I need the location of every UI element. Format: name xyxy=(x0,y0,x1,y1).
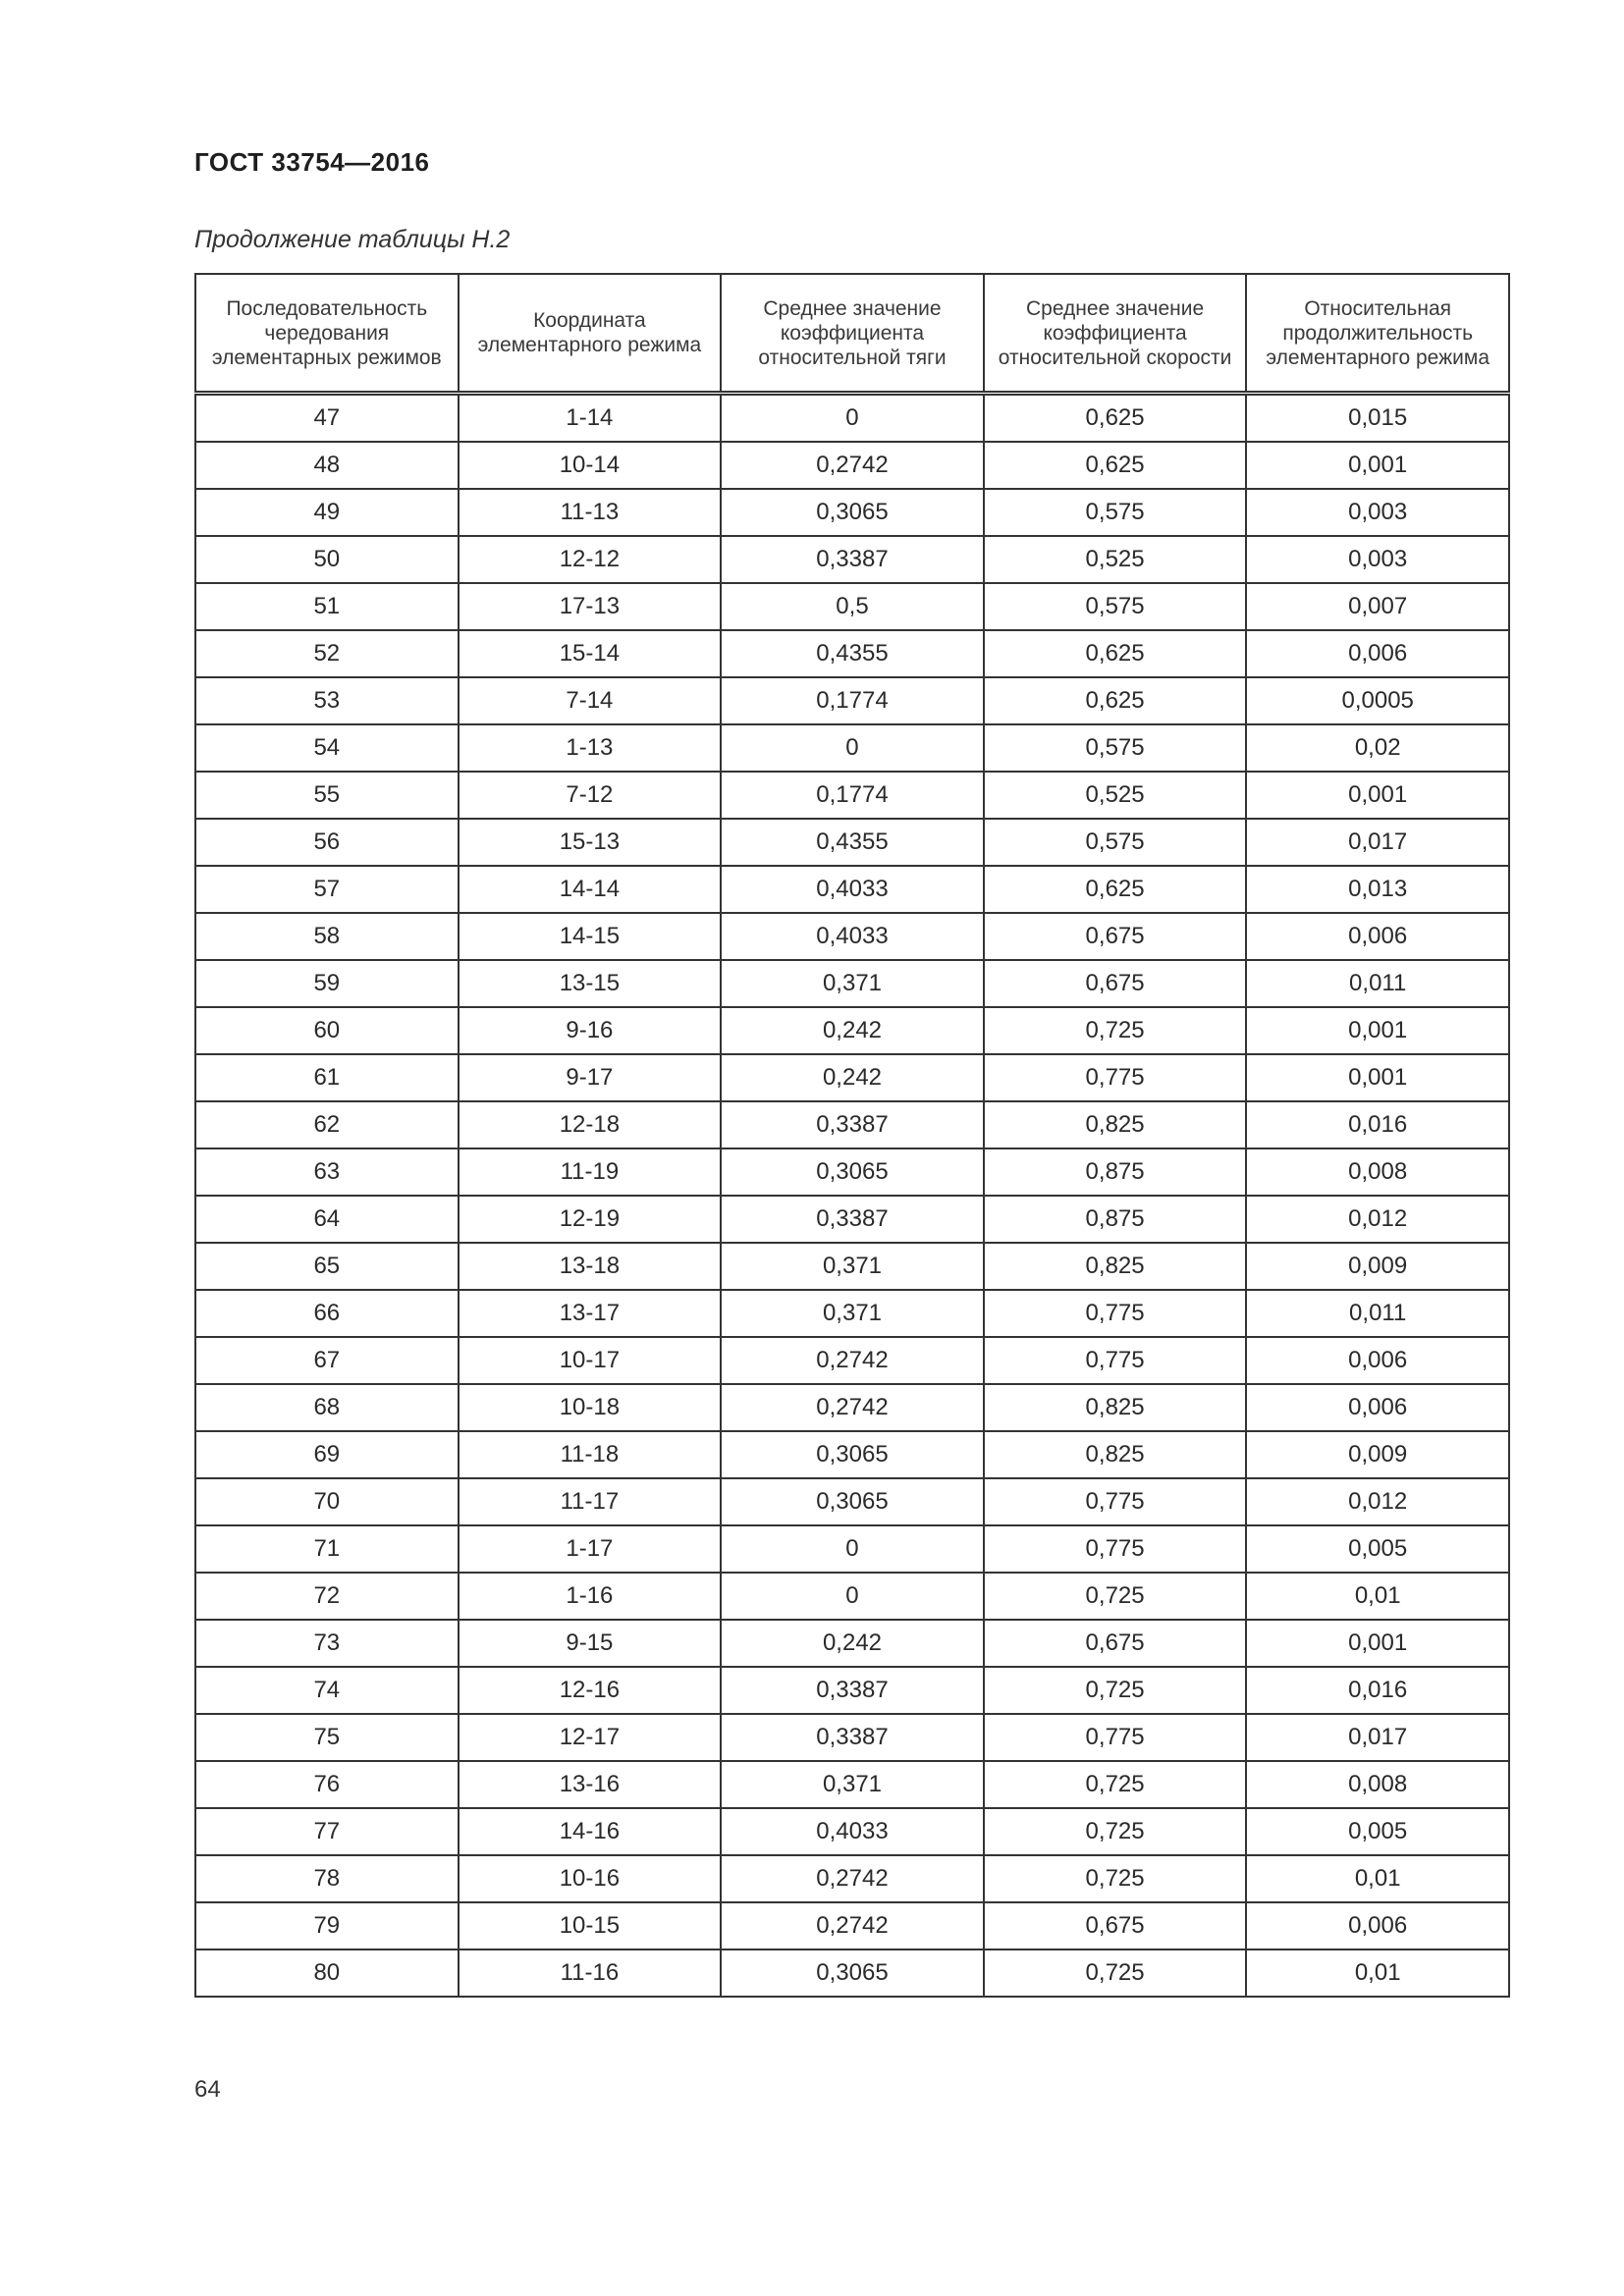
table-row xyxy=(195,536,1509,583)
table-row xyxy=(195,1196,1509,1243)
cell-thrust: 0,3387 xyxy=(721,1714,984,1761)
cell-duration: 0,012 xyxy=(1246,1196,1509,1243)
cell-thrust: 0,2742 xyxy=(721,1855,984,1902)
cell-thrust: 0,2742 xyxy=(721,1902,984,1949)
table-caption: Продолжение таблицы Н.2 xyxy=(194,226,511,253)
cell-speed: 0,775 xyxy=(984,1525,1247,1573)
cell-duration: 0,008 xyxy=(1246,1761,1509,1808)
cell-sequence: 73 xyxy=(195,1620,459,1667)
cell-thrust: 0,371 xyxy=(721,1290,984,1337)
cell-sequence: 80 xyxy=(195,1949,459,1997)
table-row xyxy=(195,1808,1509,1855)
table-row xyxy=(195,960,1509,1007)
cell-duration: 0,006 xyxy=(1246,913,1509,960)
cell-sequence: 49 xyxy=(195,489,459,536)
cell-speed: 0,825 xyxy=(984,1243,1247,1290)
cell-sequence: 61 xyxy=(195,1054,459,1101)
cell-duration: 0,016 xyxy=(1246,1667,1509,1714)
cell-coordinate: 12-17 xyxy=(459,1714,722,1761)
cell-coordinate: 13-15 xyxy=(459,960,722,1007)
cell-sequence: 76 xyxy=(195,1761,459,1808)
cell-duration: 0,006 xyxy=(1246,1902,1509,1949)
cell-thrust: 0,4355 xyxy=(721,630,984,677)
cell-sequence: 75 xyxy=(195,1714,459,1761)
cell-coordinate: 1-13 xyxy=(459,724,722,772)
cell-coordinate: 10-16 xyxy=(459,1855,722,1902)
cell-duration: 0,017 xyxy=(1246,1714,1509,1761)
cell-coordinate: 10-14 xyxy=(459,442,722,489)
table-head xyxy=(195,274,1509,394)
cell-speed: 0,775 xyxy=(984,1478,1247,1525)
cell-coordinate: 1-16 xyxy=(459,1573,722,1620)
cell-coordinate: 9-17 xyxy=(459,1054,722,1101)
cell-coordinate: 7-12 xyxy=(459,772,722,819)
table-row xyxy=(195,1101,1509,1148)
cell-coordinate: 12-19 xyxy=(459,1196,722,1243)
data-table xyxy=(194,273,1510,1998)
table-row xyxy=(195,724,1509,772)
cell-speed: 0,675 xyxy=(984,960,1247,1007)
cell-duration: 0,008 xyxy=(1246,1148,1509,1196)
table-row xyxy=(195,1902,1509,1949)
cell-coordinate: 11-18 xyxy=(459,1431,722,1478)
table-row xyxy=(195,677,1509,724)
table-row xyxy=(195,583,1509,630)
table-row xyxy=(195,1384,1509,1431)
cell-speed: 0,725 xyxy=(984,1808,1247,1855)
cell-duration: 0,007 xyxy=(1246,583,1509,630)
cell-thrust: 0,242 xyxy=(721,1007,984,1054)
cell-thrust: 0 xyxy=(721,394,984,443)
cell-thrust: 0,2742 xyxy=(721,1384,984,1431)
cell-thrust: 0,2742 xyxy=(721,442,984,489)
cell-thrust: 0,371 xyxy=(721,1243,984,1290)
cell-sequence: 50 xyxy=(195,536,459,583)
cell-sequence: 57 xyxy=(195,866,459,913)
cell-thrust: 0,371 xyxy=(721,1761,984,1808)
cell-speed: 0,725 xyxy=(984,1949,1247,1997)
cell-sequence: 70 xyxy=(195,1478,459,1525)
cell-speed: 0,625 xyxy=(984,394,1247,443)
cell-coordinate: 1-17 xyxy=(459,1525,722,1573)
table-row xyxy=(195,1855,1509,1902)
table-row xyxy=(195,819,1509,866)
cell-speed: 0,675 xyxy=(984,1902,1247,1949)
cell-speed: 0,725 xyxy=(984,1007,1247,1054)
cell-coordinate: 10-17 xyxy=(459,1337,722,1384)
table-row xyxy=(195,1243,1509,1290)
cell-duration: 0,001 xyxy=(1246,442,1509,489)
cell-coordinate: 9-15 xyxy=(459,1620,722,1667)
cell-duration: 0,001 xyxy=(1246,1007,1509,1054)
table-row xyxy=(195,1337,1509,1384)
cell-speed: 0,625 xyxy=(984,866,1247,913)
cell-thrust: 0,3065 xyxy=(721,1478,984,1525)
cell-duration: 0,009 xyxy=(1246,1243,1509,1290)
cell-coordinate: 13-18 xyxy=(459,1243,722,1290)
cell-coordinate: 12-16 xyxy=(459,1667,722,1714)
cell-coordinate: 9-16 xyxy=(459,1007,722,1054)
cell-coordinate: 14-16 xyxy=(459,1808,722,1855)
cell-coordinate: 17-13 xyxy=(459,583,722,630)
cell-speed: 0,775 xyxy=(984,1337,1247,1384)
cell-thrust: 0,3065 xyxy=(721,1148,984,1196)
table-row xyxy=(195,1007,1509,1054)
cell-speed: 0,725 xyxy=(984,1573,1247,1620)
cell-sequence: 65 xyxy=(195,1243,459,1290)
table-row xyxy=(195,866,1509,913)
cell-duration: 0,005 xyxy=(1246,1525,1509,1573)
cell-speed: 0,625 xyxy=(984,442,1247,489)
cell-sequence: 53 xyxy=(195,677,459,724)
table-row xyxy=(195,1573,1509,1620)
cell-duration: 0,0005 xyxy=(1246,677,1509,724)
page-number: 64 xyxy=(194,2076,221,2103)
cell-sequence: 78 xyxy=(195,1855,459,1902)
cell-duration: 0,001 xyxy=(1246,772,1509,819)
table-row xyxy=(195,1667,1509,1714)
cell-thrust: 0,4355 xyxy=(721,819,984,866)
cell-speed: 0,625 xyxy=(984,677,1247,724)
cell-thrust: 0,242 xyxy=(721,1620,984,1667)
cell-duration: 0,005 xyxy=(1246,1808,1509,1855)
cell-thrust: 0,2742 xyxy=(721,1337,984,1384)
cell-speed: 0,575 xyxy=(984,724,1247,772)
cell-speed: 0,825 xyxy=(984,1431,1247,1478)
column-header-duration: Относительная продолжительность элементарного режима xyxy=(1246,274,1509,394)
cell-duration: 0,006 xyxy=(1246,630,1509,677)
cell-sequence: 51 xyxy=(195,583,459,630)
cell-duration: 0,011 xyxy=(1246,1290,1509,1337)
cell-thrust: 0,1774 xyxy=(721,772,984,819)
cell-sequence: 52 xyxy=(195,630,459,677)
table-row xyxy=(195,394,1509,443)
table-body xyxy=(195,394,1509,1998)
cell-duration: 0,017 xyxy=(1246,819,1509,866)
table-row xyxy=(195,772,1509,819)
cell-thrust: 0,242 xyxy=(721,1054,984,1101)
cell-thrust: 0,3387 xyxy=(721,1196,984,1243)
table-row xyxy=(195,1525,1509,1573)
cell-coordinate: 12-18 xyxy=(459,1101,722,1148)
cell-duration: 0,003 xyxy=(1246,489,1509,536)
cell-sequence: 68 xyxy=(195,1384,459,1431)
cell-duration: 0,001 xyxy=(1246,1620,1509,1667)
cell-speed: 0,725 xyxy=(984,1667,1247,1714)
table-row xyxy=(195,1054,1509,1101)
cell-duration: 0,012 xyxy=(1246,1478,1509,1525)
cell-sequence: 67 xyxy=(195,1337,459,1384)
cell-thrust: 0 xyxy=(721,1573,984,1620)
cell-sequence: 63 xyxy=(195,1148,459,1196)
cell-sequence: 48 xyxy=(195,442,459,489)
cell-duration: 0,011 xyxy=(1246,960,1509,1007)
cell-speed: 0,725 xyxy=(984,1761,1247,1808)
cell-speed: 0,825 xyxy=(984,1101,1247,1148)
cell-speed: 0,775 xyxy=(984,1054,1247,1101)
cell-sequence: 47 xyxy=(195,394,459,443)
cell-thrust: 0 xyxy=(721,1525,984,1573)
cell-sequence: 77 xyxy=(195,1808,459,1855)
cell-coordinate: 11-13 xyxy=(459,489,722,536)
cell-sequence: 74 xyxy=(195,1667,459,1714)
column-header-speed: Среднее значение коэффициента относительной скорости xyxy=(984,274,1247,394)
cell-coordinate: 11-16 xyxy=(459,1949,722,1997)
cell-speed: 0,675 xyxy=(984,1620,1247,1667)
cell-thrust: 0,371 xyxy=(721,960,984,1007)
cell-duration: 0,01 xyxy=(1246,1573,1509,1620)
cell-thrust: 0,4033 xyxy=(721,913,984,960)
cell-speed: 0,575 xyxy=(984,489,1247,536)
cell-speed: 0,725 xyxy=(984,1855,1247,1902)
cell-sequence: 64 xyxy=(195,1196,459,1243)
cell-sequence: 62 xyxy=(195,1101,459,1148)
cell-thrust: 0,3065 xyxy=(721,1949,984,1997)
table-row xyxy=(195,913,1509,960)
cell-thrust: 0 xyxy=(721,724,984,772)
cell-sequence: 79 xyxy=(195,1902,459,1949)
cell-sequence: 71 xyxy=(195,1525,459,1573)
table-row xyxy=(195,1714,1509,1761)
cell-duration: 0,016 xyxy=(1246,1101,1509,1148)
cell-sequence: 72 xyxy=(195,1573,459,1620)
cell-thrust: 0,3387 xyxy=(721,1667,984,1714)
cell-duration: 0,015 xyxy=(1246,394,1509,443)
cell-speed: 0,575 xyxy=(984,819,1247,866)
cell-thrust: 0,1774 xyxy=(721,677,984,724)
cell-coordinate: 13-17 xyxy=(459,1290,722,1337)
cell-thrust: 0,3065 xyxy=(721,1431,984,1478)
cell-coordinate: 7-14 xyxy=(459,677,722,724)
table-row xyxy=(195,1620,1509,1667)
cell-coordinate: 1-14 xyxy=(459,394,722,443)
cell-coordinate: 13-16 xyxy=(459,1761,722,1808)
table-row xyxy=(195,1478,1509,1525)
cell-coordinate: 10-15 xyxy=(459,1902,722,1949)
cell-speed: 0,825 xyxy=(984,1384,1247,1431)
cell-duration: 0,006 xyxy=(1246,1337,1509,1384)
document-header: ГОСТ 33754—2016 xyxy=(194,147,430,177)
cell-speed: 0,875 xyxy=(984,1196,1247,1243)
cell-thrust: 0,3387 xyxy=(721,536,984,583)
cell-speed: 0,875 xyxy=(984,1148,1247,1196)
header-row xyxy=(195,274,1509,394)
cell-thrust: 0,4033 xyxy=(721,1808,984,1855)
cell-speed: 0,775 xyxy=(984,1290,1247,1337)
cell-speed: 0,775 xyxy=(984,1714,1247,1761)
cell-speed: 0,525 xyxy=(984,536,1247,583)
cell-duration: 0,003 xyxy=(1246,536,1509,583)
cell-sequence: 55 xyxy=(195,772,459,819)
column-header-sequence: Последовательность чередования элементарных режимов xyxy=(195,274,459,394)
column-header-thrust: Среднее значение коэффициента относительной тяги xyxy=(721,274,984,394)
cell-thrust: 0,5 xyxy=(721,583,984,630)
cell-sequence: 60 xyxy=(195,1007,459,1054)
table-row xyxy=(195,1949,1509,1997)
cell-duration: 0,001 xyxy=(1246,1054,1509,1101)
cell-speed: 0,525 xyxy=(984,772,1247,819)
table-row xyxy=(195,1761,1509,1808)
cell-sequence: 58 xyxy=(195,913,459,960)
cell-coordinate: 14-15 xyxy=(459,913,722,960)
cell-sequence: 66 xyxy=(195,1290,459,1337)
cell-thrust: 0,3065 xyxy=(721,489,984,536)
cell-duration: 0,02 xyxy=(1246,724,1509,772)
cell-coordinate: 12-12 xyxy=(459,536,722,583)
cell-coordinate: 11-19 xyxy=(459,1148,722,1196)
table-row xyxy=(195,489,1509,536)
cell-coordinate: 11-17 xyxy=(459,1478,722,1525)
cell-thrust: 0,3387 xyxy=(721,1101,984,1148)
table-row xyxy=(195,1431,1509,1478)
cell-sequence: 69 xyxy=(195,1431,459,1478)
cell-coordinate: 15-14 xyxy=(459,630,722,677)
cell-speed: 0,625 xyxy=(984,630,1247,677)
cell-speed: 0,675 xyxy=(984,913,1247,960)
cell-speed: 0,575 xyxy=(984,583,1247,630)
table-row xyxy=(195,630,1509,677)
cell-duration: 0,013 xyxy=(1246,866,1509,913)
cell-sequence: 56 xyxy=(195,819,459,866)
cell-thrust: 0,4033 xyxy=(721,866,984,913)
cell-sequence: 59 xyxy=(195,960,459,1007)
cell-duration: 0,01 xyxy=(1246,1949,1509,1997)
cell-coordinate: 14-14 xyxy=(459,866,722,913)
cell-duration: 0,006 xyxy=(1246,1384,1509,1431)
cell-coordinate: 10-18 xyxy=(459,1384,722,1431)
table-row xyxy=(195,442,1509,489)
cell-duration: 0,009 xyxy=(1246,1431,1509,1478)
table-row xyxy=(195,1290,1509,1337)
table-row xyxy=(195,1148,1509,1196)
cell-duration: 0,01 xyxy=(1246,1855,1509,1902)
cell-sequence: 54 xyxy=(195,724,459,772)
cell-coordinate: 15-13 xyxy=(459,819,722,866)
column-header-coordinate: Координата элементарного режима xyxy=(459,274,722,394)
